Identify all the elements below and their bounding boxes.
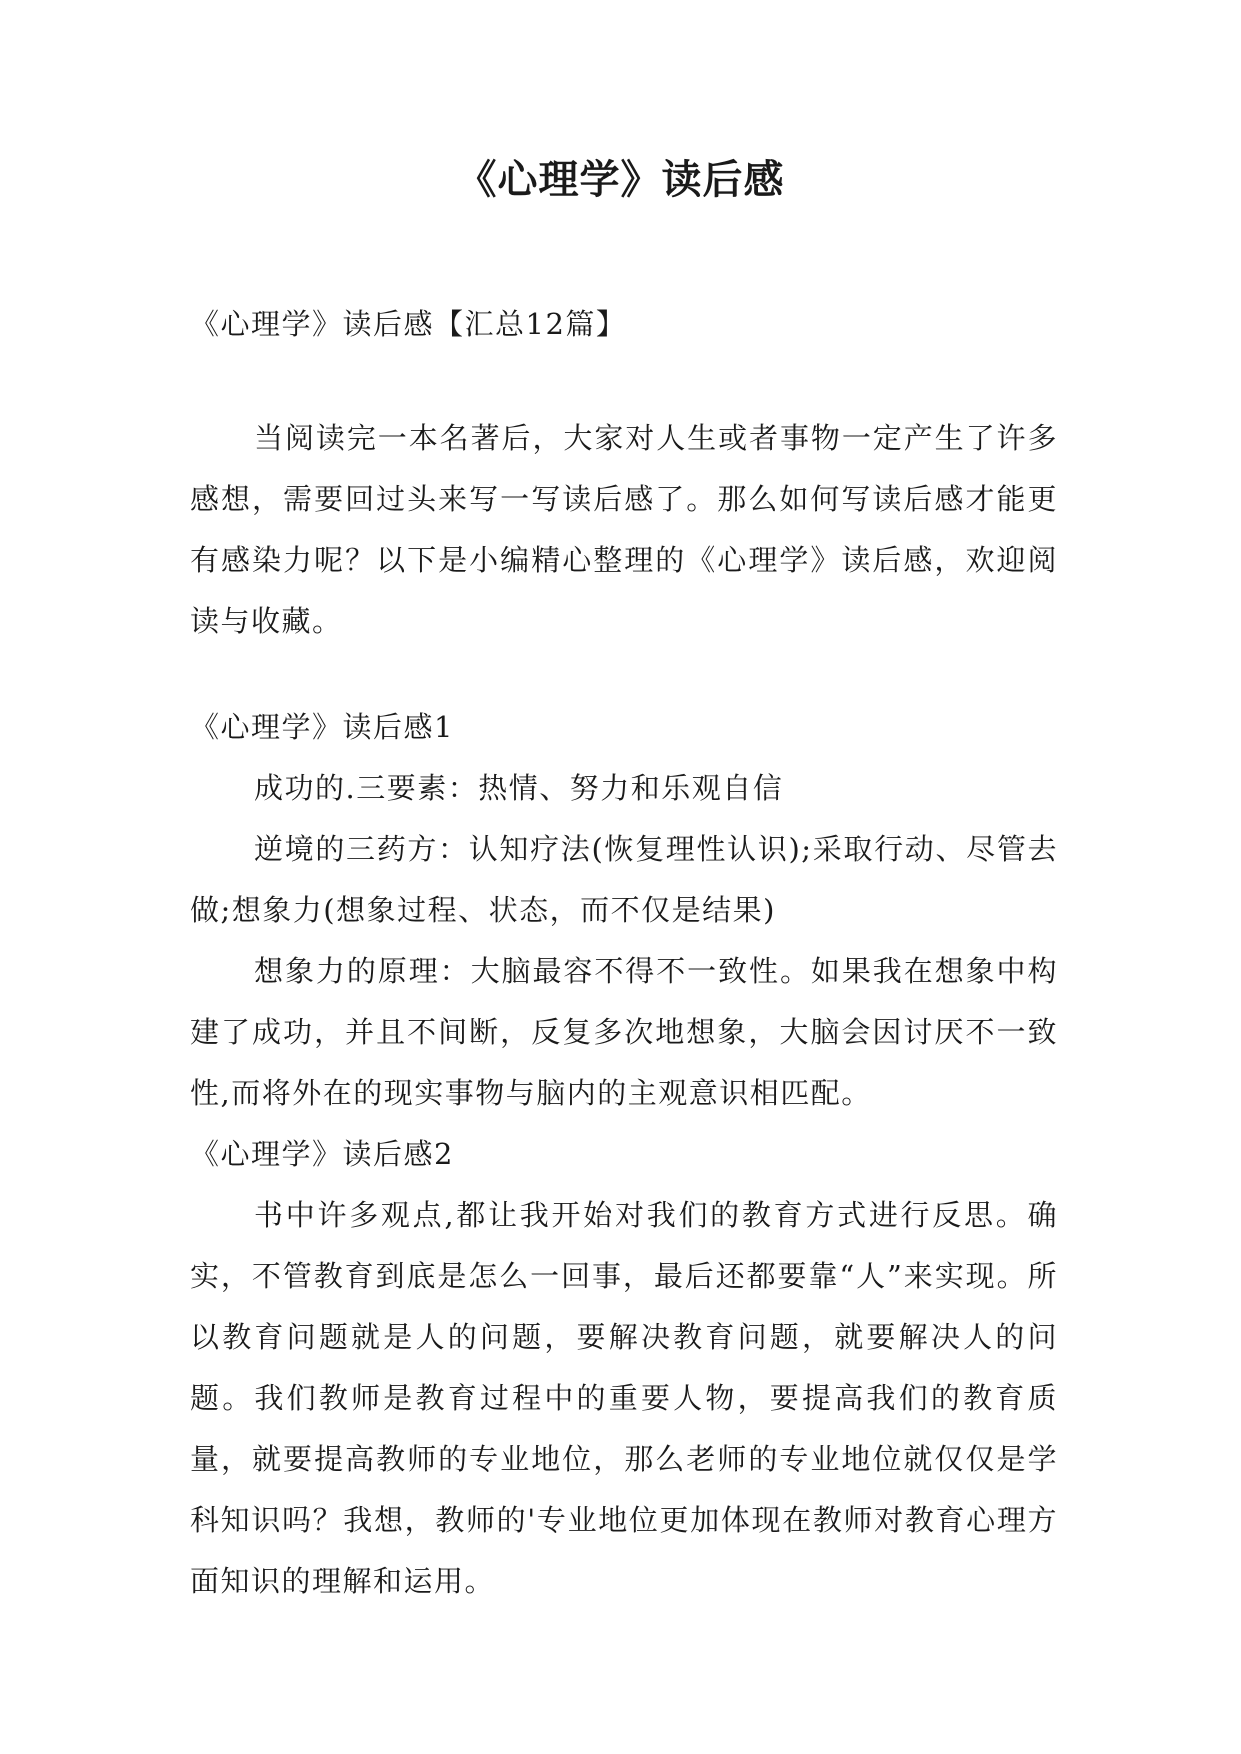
document-subtitle: 《心理学》读后感【汇总12篇】 bbox=[190, 307, 627, 341]
document-title: 《心理学》读后感 bbox=[456, 157, 785, 203]
section-heading-2: 《心理学》读后感2 bbox=[190, 1137, 454, 1171]
section-heading-1: 《心理学》读后感1 bbox=[190, 710, 454, 744]
section-1-paragraph-3: 想象力的原理：大脑最容不得不一致性。如果我在想象中构建了成功，并且不间断，反复多次地想象，大脑会因讨厌不一致性,而将外在的现实事物与脑内的主观意识相匹配。 bbox=[190, 954, 1058, 1110]
section-1-paragraph-2: 逆境的三药方：认知疗法(恢复理性认识);采取行动、尽管去做;想象力(想象过程、状态，而不仅是结果) bbox=[190, 832, 1058, 927]
section-2-paragraph-1: 书中许多观点,都让我开始对我们的教育方式进行反思。确实，不管教育到底是怎么一回事，最后还都要靠“人”来实现。所以教育问题就是人的问题，要解决教育问题，就要解决人的问题。我们教师是教育过程中的重要人物，要提高我们的教育质量，就要提高教师的专业地位，那么老师的专业地位就仅仅是学科知识吗？我想，教师的'专业地位更加体现在教师对教育心理方面知识的理解和运用。 bbox=[190, 1198, 1058, 1598]
document-body bbox=[190, 294, 1058, 1612]
section-1-paragraph-1: 成功的.三要素：热情、努力和乐观自信 bbox=[254, 771, 784, 805]
intro-paragraph: 当阅读完一本名著后，大家对人生或者事物一定产生了许多感想，需要回过头来写一写读后感了。那么如何写读后感才能更有感染力呢？以下是小编精心整理的《心理学》读后感，欢迎阅读与收藏。 bbox=[190, 421, 1058, 638]
